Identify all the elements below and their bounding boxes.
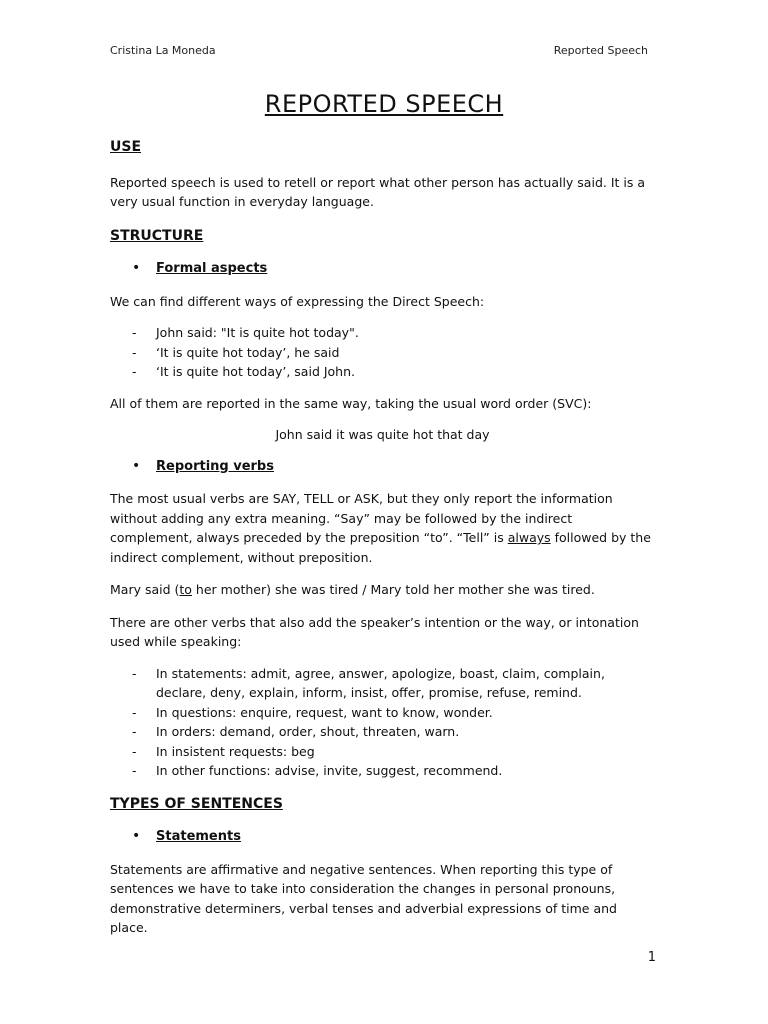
subheading-statements (110, 827, 655, 847)
subheading-label: Reporting verbs (156, 458, 274, 474)
list-item-text: In questions: enquire, request, want to know, wonder. (156, 704, 493, 720)
subheading-formal-aspects (110, 259, 655, 279)
text-run: The most usual verbs are SAY, TELL or ASK, but they only report the information without adding any extra meaning. “Say” may be followed by the indirect complement, always preceded by the preposition “to”. “Tell” is (110, 491, 613, 545)
list-item-text: In other functions: advise, invite, suggest, recommend. (156, 763, 503, 778)
header-topic: Reported Speech (553, 44, 648, 57)
list-item-text: In insistent requests: beg (156, 743, 315, 759)
use-paragraph: Reported speech is used to retell or report what other person has actually said. It is a very usual function in everyday language. (110, 174, 646, 209)
list-item (110, 323, 655, 343)
reporting-paragraph (110, 489, 655, 567)
say-tell-example (110, 580, 655, 600)
list-item (110, 742, 655, 762)
dash-icon: - (132, 763, 137, 778)
dash-icon: - (132, 325, 137, 340)
subheading-label: Statements (156, 829, 241, 844)
dash-icon: - (132, 364, 137, 379)
bullet-icon: • (132, 260, 141, 276)
bullet-icon: • (132, 457, 141, 474)
list-item-text: In statements: admit, agree, answer, apologize, boast, claim, complain, declare, deny, explain, inform, insist, offer, promise, refuse, remind. (156, 665, 605, 700)
reporting-verbs-list (110, 664, 655, 781)
list-item-text: In orders: demand, order, shout, threaten, warn. (156, 724, 460, 739)
list-item (110, 703, 655, 723)
list-item (110, 722, 655, 742)
section-heading-use: USE (110, 139, 142, 155)
text-run: her mother) she was tired / Mary told her mother she was tired. (191, 582, 595, 597)
dash-icon: - (132, 665, 137, 681)
list-item (110, 362, 655, 382)
bullet-icon: • (132, 828, 141, 844)
direct-speech-examples (110, 323, 655, 382)
section-heading-structure: STRUCTURE (110, 227, 204, 244)
list-item-text: John said: "It is quite hot today". (156, 325, 359, 340)
formal-summary: All of them are reported in the same way, taking the usual word order (SVC): (110, 395, 592, 411)
page-number: 1 (647, 950, 656, 965)
list-item-text: ‘It is quite hot today’, he said (156, 344, 340, 360)
formal-intro: We can find different ways of expressing the Direct Speech: (110, 293, 485, 309)
subheading-reporting-verbs (110, 457, 655, 477)
list-item-text: ‘It is quite hot today’, said John. (156, 364, 355, 379)
reported-example: John said it was quite hot that day (275, 427, 490, 442)
text-run: Mary said ( (110, 582, 180, 597)
document-body (110, 138, 655, 938)
dash-icon: - (132, 743, 137, 759)
dash-icon: - (132, 724, 137, 739)
subheading-label: Formal aspects (156, 261, 268, 276)
other-verbs-intro: There are other verbs that also add the speaker’s intention or the way, or intonation used while speaking: (110, 614, 639, 649)
section-heading-types: TYPES OF SENTENCES (110, 795, 283, 812)
dash-icon: - (132, 344, 137, 360)
header-author: Cristina La Moneda (110, 44, 216, 57)
statements-paragraph: Statements are affirmative and negative sentences. When reporting this type of sentences we have to take into consideration the changes in personal pronouns, demonstrative determiners, verbal tenses and adverbial expressions of time and place. (110, 861, 617, 935)
list-item (110, 343, 655, 363)
list-item (110, 664, 655, 703)
list-item (110, 761, 655, 781)
underlined-word: always (507, 530, 551, 545)
text-run: followed by the indirect complement, without preposition. (110, 530, 651, 565)
underlined-word: to (179, 582, 192, 597)
dash-icon: - (132, 704, 137, 720)
page-title: REPORTED SPEECH (264, 90, 504, 118)
